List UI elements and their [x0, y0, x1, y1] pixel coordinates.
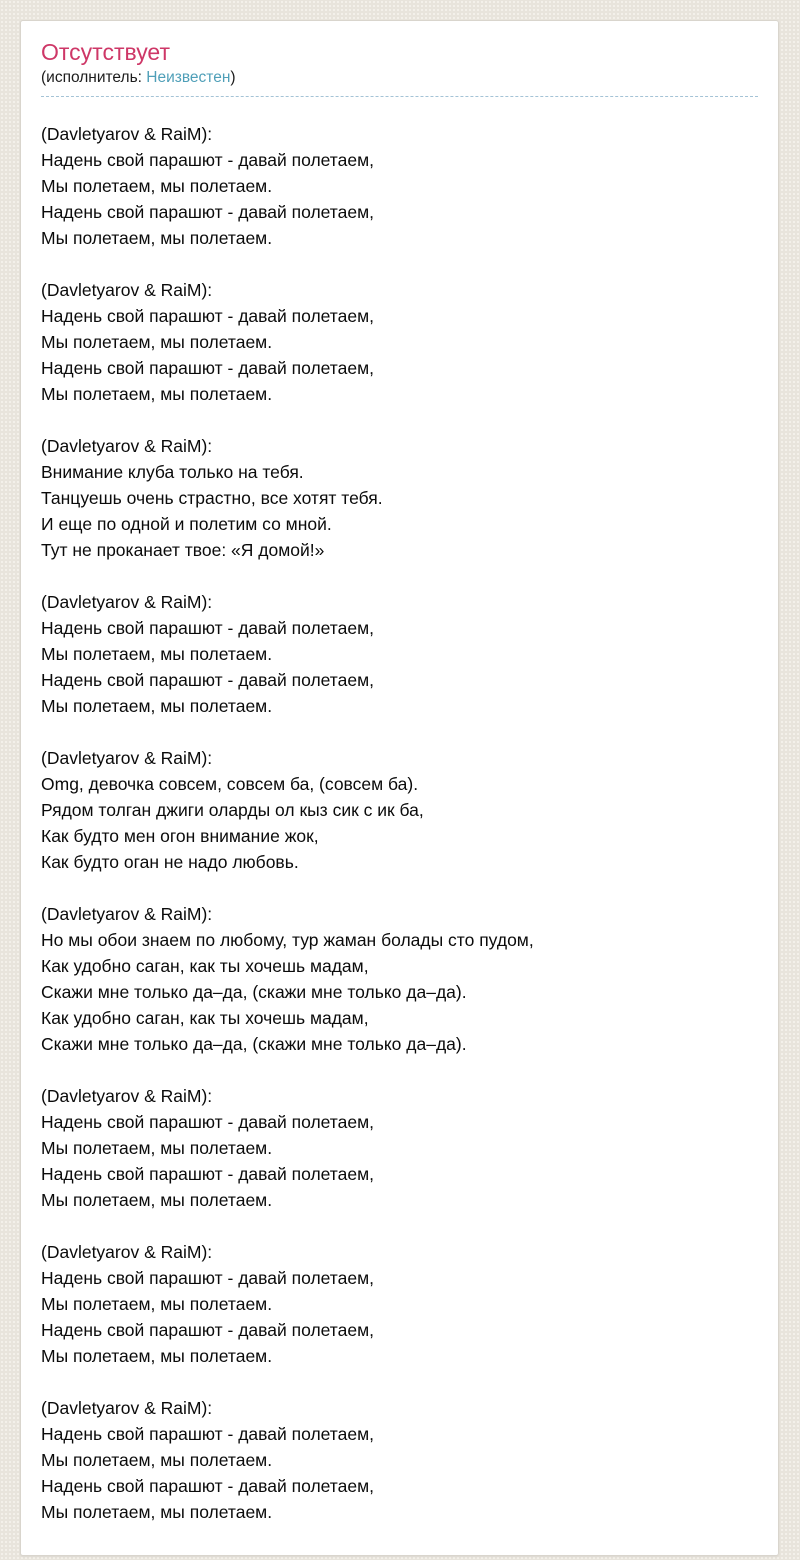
lyric-line: Мы полетаем, мы полетаем.: [41, 1450, 273, 1470]
lyric-line: Надень свой парашют - давай полетаем,: [41, 202, 374, 222]
lyric-line: Танцуешь очень страстно, все хотят тебя.: [41, 488, 383, 508]
stanza: [41, 433, 758, 563]
lyric-line: Мы полетаем, мы полетаем.: [41, 1502, 273, 1522]
lyric-line: Как удобно саган, как ты хочешь мадам,: [41, 956, 369, 976]
lyric-line: Мы полетаем, мы полетаем.: [41, 696, 273, 716]
lyric-line: Надень свой парашют - давай полетаем,: [41, 1164, 374, 1184]
lyric-line: Внимание клуба только на тебя.: [41, 462, 304, 482]
stanza: [41, 901, 758, 1057]
artist-link[interactable]: Неизвестен: [146, 69, 231, 86]
artist-line: [41, 67, 758, 97]
lyric-line: Omg, девочка совсем, совсем ба, (совсем ба).: [41, 774, 419, 794]
artist-suffix: ): [230, 69, 236, 86]
lyric-line: (Davletyarov & RaiM):: [41, 436, 213, 456]
lyric-line: (Davletyarov & RaiM):: [41, 904, 213, 924]
lyric-line: (Davletyarov & RaiM):: [41, 1086, 213, 1106]
lyric-line: Но мы обои знаем по любому, тур жаман болады сто пудом,: [41, 930, 534, 950]
stanza: [41, 121, 758, 251]
stanza: [41, 745, 758, 875]
lyric-line: Мы полетаем, мы полетаем.: [41, 228, 273, 248]
lyric-line: (Davletyarov & RaiM):: [41, 1242, 213, 1262]
lyric-line: (Davletyarov & RaiM):: [41, 280, 213, 300]
lyric-line: (Davletyarov & RaiM):: [41, 748, 213, 768]
lyric-line: Как будто оган не надо любовь.: [41, 852, 299, 872]
lyric-line: (Davletyarov & RaiM):: [41, 592, 213, 612]
lyrics-card: [20, 20, 779, 1556]
lyric-line: Надень свой парашют - давай полетаем,: [41, 150, 374, 170]
lyric-line: Скажи мне только да–да, (скажи мне только да–да).: [41, 1034, 467, 1054]
stanza: [41, 277, 758, 407]
lyrics-text: [41, 121, 758, 1525]
lyric-line: Надень свой парашют - давай полетаем,: [41, 1424, 374, 1444]
song-title: Отсутствует: [41, 39, 170, 65]
lyric-line: Мы полетаем, мы полетаем.: [41, 1190, 273, 1210]
stanza: [41, 589, 758, 719]
artist-label: (исполнитель:: [41, 69, 147, 86]
lyric-line: Надень свой парашют - давай полетаем,: [41, 1268, 374, 1288]
lyric-line: Тут не проканает твое: «Я домой!»: [41, 540, 325, 560]
lyric-line: Надень свой парашют - давай полетаем,: [41, 1320, 374, 1340]
lyric-line: Мы полетаем, мы полетаем.: [41, 332, 273, 352]
stanza: [41, 1083, 758, 1213]
lyric-line: Мы полетаем, мы полетаем.: [41, 1346, 273, 1366]
lyric-line: Надень свой парашют - давай полетаем,: [41, 618, 374, 638]
lyric-line: Надень свой парашют - давай полетаем,: [41, 1476, 374, 1496]
lyric-line: И еще по одной и полетим со мной.: [41, 514, 332, 534]
stanza: [41, 1395, 758, 1525]
lyric-line: (Davletyarov & RaiM):: [41, 124, 213, 144]
lyric-line: Мы полетаем, мы полетаем.: [41, 644, 273, 664]
lyric-line: Как удобно саган, как ты хочешь мадам,: [41, 1008, 369, 1028]
lyric-line: Мы полетаем, мы полетаем.: [41, 176, 273, 196]
lyric-line: Мы полетаем, мы полетаем.: [41, 384, 273, 404]
lyric-line: Надень свой парашют - давай полетаем,: [41, 306, 374, 326]
stanza: [41, 1239, 758, 1369]
lyric-line: Рядом толган джиги оларды ол кыз сик с ик ба,: [41, 800, 424, 820]
lyric-line: Мы полетаем, мы полетаем.: [41, 1138, 273, 1158]
lyric-line: Надень свой парашют - давай полетаем,: [41, 670, 374, 690]
lyric-line: Мы полетаем, мы полетаем.: [41, 1294, 273, 1314]
lyric-line: Надень свой парашют - давай полетаем,: [41, 358, 374, 378]
lyric-line: Надень свой парашют - давай полетаем,: [41, 1112, 374, 1132]
lyric-line: Как будто мен огон внимание жок,: [41, 826, 319, 846]
lyric-line: (Davletyarov & RaiM):: [41, 1398, 213, 1418]
lyric-line: Скажи мне только да–да, (скажи мне только да–да).: [41, 982, 467, 1002]
